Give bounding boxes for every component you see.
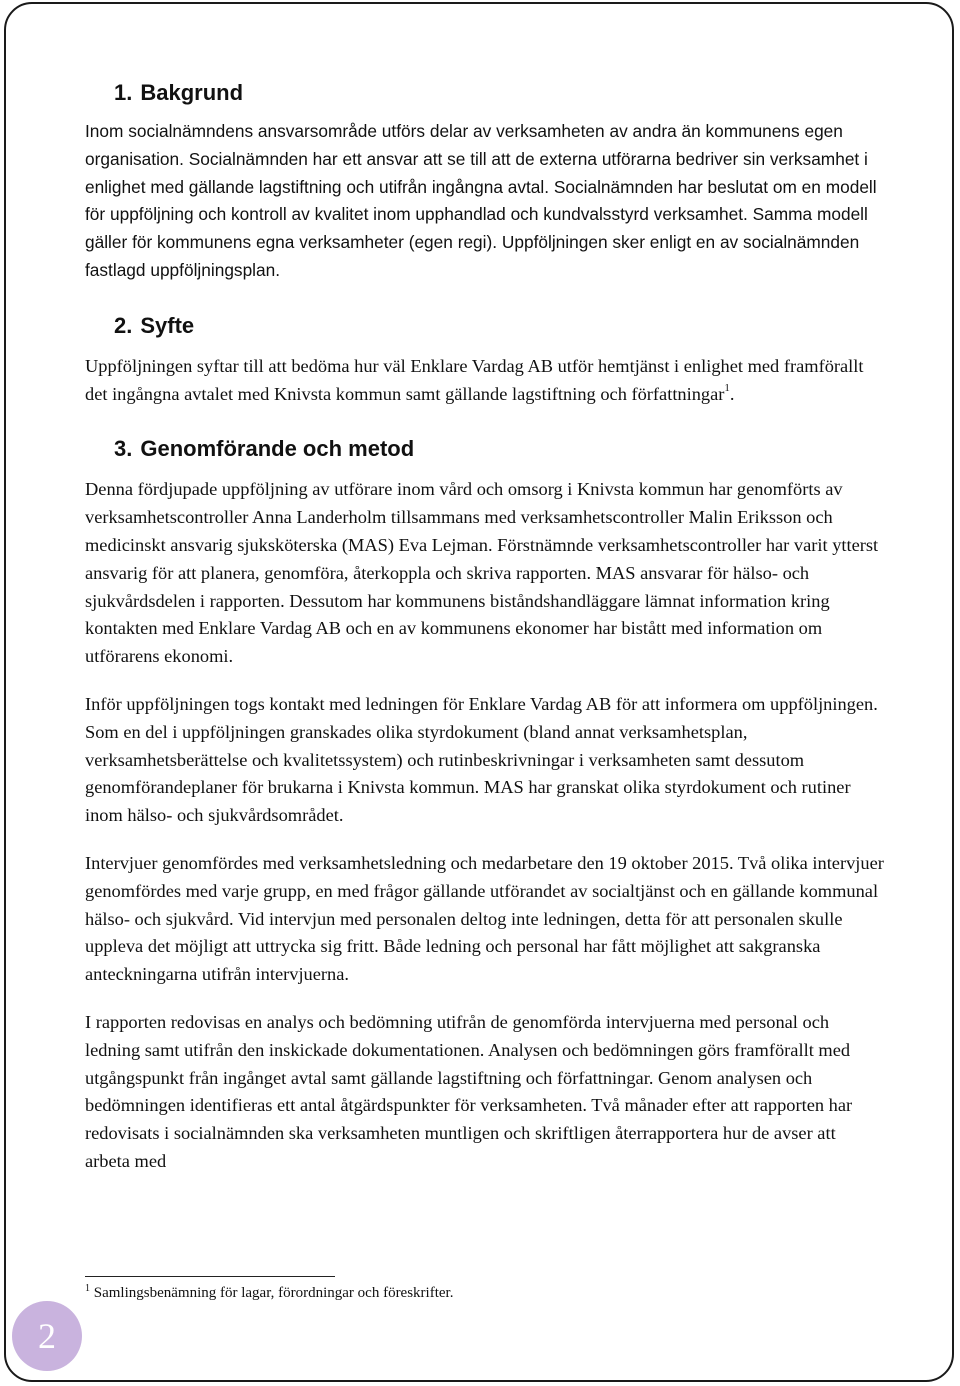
paragraph-genomforande-4: I rapporten redovisas en analys och bedömning utifrån de genomförda intervjuerna med personal och ledning samt utifrån den inskickade dokumentationen. Analysen och bedömningen görs framförallt med utgångspunkt från ingånget avtal samt gällande lagstiftning och författningar. Genom analysen och bedömningen identifieras ett antal åtgärdspunkter för verksamheten. Två månader efter att rapporten har redovisats i socialnämnden ska verksamheten muntligen och skriftligen återrapportera hur de avser att arbeta med [85,1011,853,1171]
page-number: 2 [38,1316,56,1356]
paragraph-genomforande-2: Inför uppföljningen togs kontakt med ledningen för Enklare Vardag AB för att informera om uppföljningen. Som en del i uppföljningen granskades olika styrdokument (bland annat verksamhetsplan, verksamhetsberättelse och kvalitetssystem) och rutinbeskrivningar i verksamheten samt dessutom genomförandeplaner för brukarna i Knivsta kommun. MAS har granskat olika styrdokument och rutiner inom hälso- och sjukvårdsområdet. [85,693,878,826]
heading-number: 1. [114,80,133,105]
page-number-badge [12,1301,82,1371]
document-body [85,76,885,1176]
heading-number: 2. [114,312,133,338]
paragraph-syfte [85,353,885,409]
footnote-separator [85,1276,335,1277]
footnote-reference: 1 [724,381,730,394]
heading-syfte [85,309,885,343]
heading-bakgrund [85,76,885,112]
heading-genomforande [85,432,885,466]
footnote-text: Samlingsbenämning för lagar, förordningar och föreskrifter. [93,1285,454,1301]
paragraph-bakgrund: Inom socialnämndens ansvarsområde utförs delar av verksamheten av andra än kommunens egen organisation. Socialnämnden har ett ansvar att se till att de externa utförarna bedriver sin verksamhet i enlighet med gällande lagstiftning och utifrån ingångna avtal. Socialnämnden har beslutat om en modell för uppföljning och kontroll av kvalitet inom upphandlad och kundvalsstyrd verksamhet. Samma modell gäller för kommunens egna verksamheter (egen regi). Uppföljningen sker enligt en av socialnämnden fastlagd uppföljningsplan. [85,121,877,280]
paragraph-genomforande-1: Denna fördjupade uppföljning av utförare inom vård och omsorg i Knivsta kommun har genomförts av verksamhetscontroller Anna Landerholm tillsammans med verksamhetscontroller Malin Eriksson och medicinskt ansvarig sjuksköterska (MAS) Eva Lejman. Förstnämnde verksamhetscontroller har varit ytterst ansvarig för att planera, genomföra, återkoppla och skriva rapporten. MAS ansvarar för hälso- och sjukvårdsdelen i rapporten. Dessutom har kommunens biståndshandläggare lämnat information kring kontakten med Enklare Vardag AB och en av kommunens ekonomer har bistått med information om utförarens ekonomi. [85,479,879,667]
heading-title: Bakgrund [140,80,244,105]
paragraph-syfte-end: . [729,383,735,404]
heading-number: 3. [114,436,133,462]
paragraph-syfte-text: Uppföljningen syftar till att bedöma hur väl Enklare Vardag AB utför hemtjänst i enlighet med framförallt det ingångna avtalet med Knivsta kommun samt gällande lagstiftning och författningar [85,355,864,404]
paragraph-genomforande-3: Intervjuer genomfördes med verksamhetsledning och medarbetare den 19 oktober 2015. Två olika intervjuer genomfördes med varje grupp, en med frågor gällande utförandet av socialtjänst och en gällande kommunal hälso- och sjukvård. Vid intervjun med personalen deltog inte ledningen, detta för att personalen skulle uppleva det möjligt att uttrycka sig fritt. Både ledning och personal har fått möjlighet att sakgranska anteckningarna utifrån intervjuerna. [85,852,884,985]
footnote [85,1282,453,1304]
heading-title: Genomförande och metod [140,436,415,462]
footnote-number: 1 [85,1283,90,1294]
heading-title: Syfte [140,312,195,338]
